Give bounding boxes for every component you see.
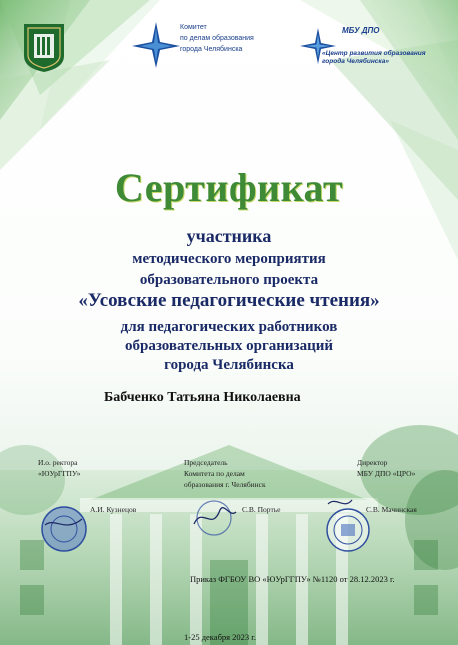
certificate-line: образовательного проекта	[139, 272, 319, 288]
mbu-logo	[298, 26, 448, 66]
mbu-line: города Челябинска»	[322, 58, 389, 65]
event-dates: 1-25 декабря 2023 г.	[184, 632, 256, 642]
certificate-title: Сертификат	[114, 165, 344, 210]
certificate-line: для педагогических работников	[120, 319, 338, 335]
university-logo-icon	[22, 22, 66, 74]
signatory-role	[184, 457, 266, 490]
mbu-line: «Центр развития образования	[322, 50, 426, 57]
committee-line: по делам образования	[180, 35, 254, 42]
role-line: «ЮУрГГПУ»	[38, 469, 81, 478]
order-reference: Приказ ФГБОУ ВО «ЮУрГГПУ» №1120 от 28.12.2023 г.	[190, 574, 395, 584]
role-line: Директор	[357, 458, 388, 467]
signatory-name: С.В. Мачинская	[366, 505, 417, 514]
signatory-name: С.В. Портье	[242, 505, 281, 514]
role-line: И.о. ректора	[38, 458, 78, 467]
signatory-role	[357, 457, 415, 479]
signatory-role	[38, 457, 81, 479]
certificate-line: методического мероприятия	[132, 251, 326, 267]
recipient-name: Бабченко Татьяна Николаевна	[104, 390, 301, 405]
mbu-title: МБУ ДПО	[342, 26, 380, 35]
university-stamp-icon	[40, 505, 88, 553]
project-name: «Усовские педагогические чтения»	[78, 290, 380, 311]
committee-logo	[132, 22, 282, 68]
committee-star-icon	[132, 22, 180, 68]
role-line: МБУ ДПО «ЦРО»	[357, 469, 416, 478]
role-line: Комитета по делам	[184, 469, 245, 478]
signatory-name: А.И. Кузнецов	[90, 505, 137, 514]
role-line: Председатель	[184, 458, 228, 467]
mbu-stamp-icon	[322, 496, 372, 554]
certificate-line: города Челябинска	[164, 357, 294, 373]
committee-line: города Челябинска	[180, 46, 243, 53]
role-line: образования г. Челябинск	[184, 480, 266, 489]
certificate-line: участника	[186, 226, 272, 246]
certificate-line: образовательных организаций	[125, 338, 333, 354]
committee-line: Комитет	[180, 24, 207, 31]
committee-stamp-icon	[190, 498, 238, 538]
